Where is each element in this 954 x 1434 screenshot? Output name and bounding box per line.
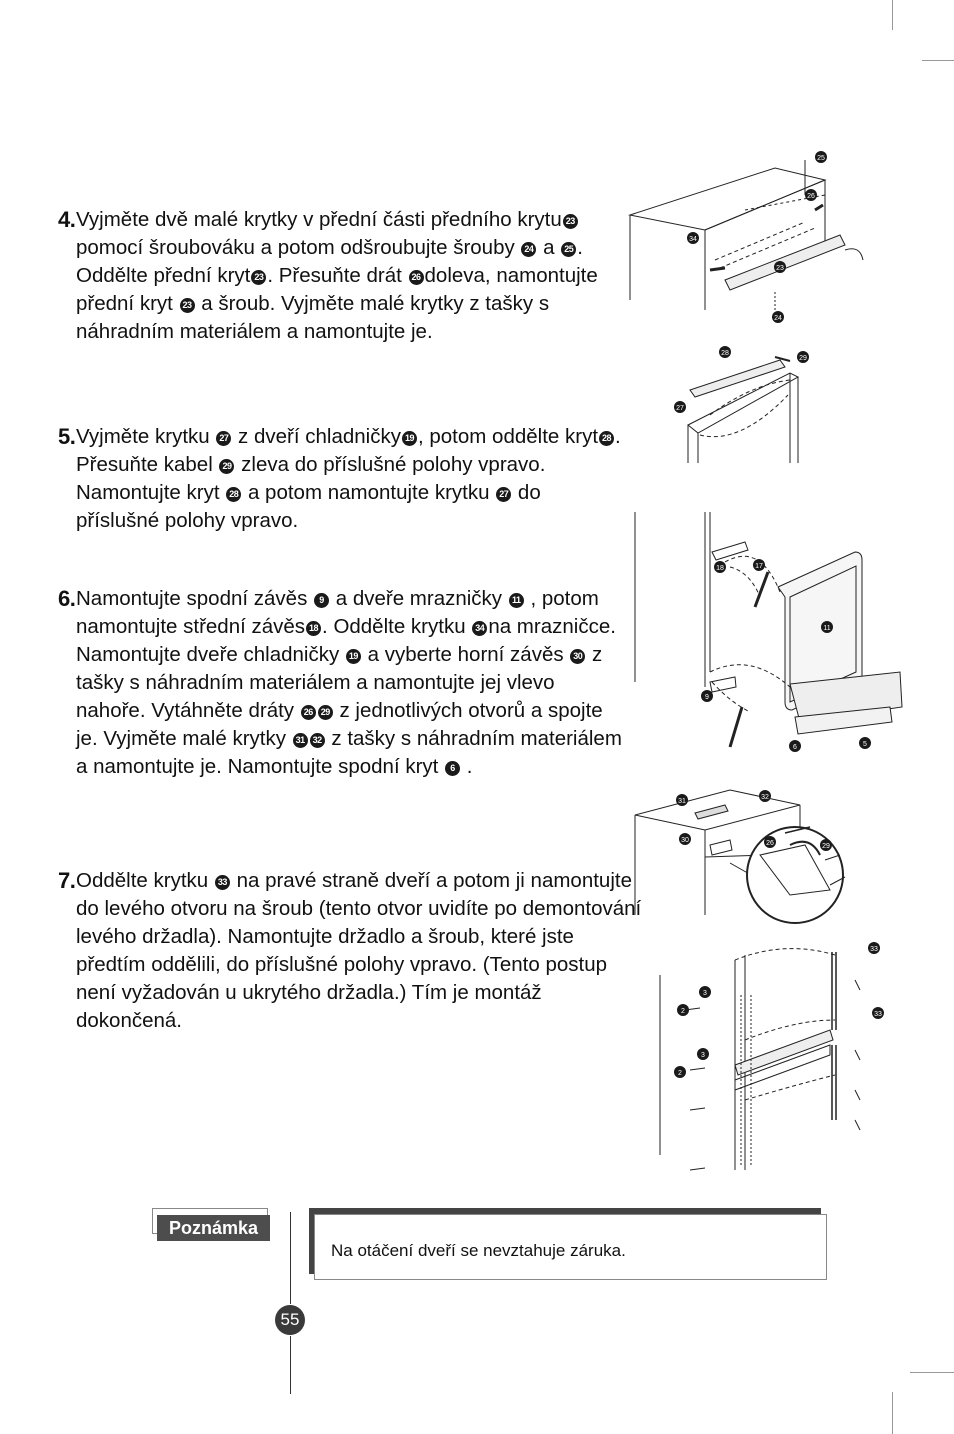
- callout-23: [774, 261, 786, 273]
- callout-label: 11: [823, 625, 831, 632]
- callout-label: 2: [678, 1070, 682, 1077]
- callout-26: [805, 189, 817, 201]
- note-label-text: Poznámka: [157, 1215, 270, 1241]
- step-text-segment: Vyjměte krytku: [76, 425, 216, 448]
- ref-number-icon: 28: [226, 487, 241, 502]
- callout-3: [699, 986, 711, 998]
- callout-label: 5: [863, 741, 867, 748]
- callout-label: 28: [721, 350, 729, 357]
- note-box: [309, 1208, 827, 1280]
- note-text: Na otáčení dveří se nevztahuje záruka.: [331, 1241, 626, 1260]
- ref-number-icon: 29: [318, 705, 333, 720]
- ref-number-icon: 11: [509, 593, 524, 608]
- step-text-segment: , potom namontujte střední závěs: [76, 587, 599, 638]
- step-text-segment: na mrazničce. Namontujte dveře chladničky: [76, 615, 616, 666]
- callout-2: [674, 1066, 686, 1078]
- callout-34: [687, 232, 699, 244]
- callout-label: 24: [774, 315, 782, 322]
- callout-28: [719, 346, 731, 358]
- step-text-segment: doleva, namontujte přední kryt: [76, 264, 598, 315]
- callout-label: 31: [678, 798, 686, 805]
- ref-number-icon: 19: [346, 649, 361, 664]
- step-number: 6.: [58, 586, 76, 611]
- step-number: 5.: [58, 424, 76, 449]
- ref-number-icon: 6: [445, 761, 460, 776]
- ref-number-icon: 27: [216, 431, 231, 446]
- step-5: [58, 423, 628, 535]
- callout-label: 9: [705, 694, 709, 701]
- callout-label: 32: [761, 794, 769, 801]
- step-text-segment: z tašky s náhradním materiálem a namontujte je. Namontujte spodní kryt: [76, 727, 622, 778]
- page-number: 55: [275, 1305, 305, 1335]
- step-text-segment: . Oddělte krytku: [322, 615, 472, 638]
- step-text-segment: z dveří chladničky: [232, 425, 401, 448]
- callout-label: 29: [822, 843, 830, 850]
- ref-number-icon: 28: [599, 431, 614, 446]
- ref-number-icon: 23: [180, 298, 195, 313]
- callout-3: [697, 1048, 709, 1060]
- callout-29: [797, 351, 809, 363]
- step-text-segment: . Přesuňte drát: [267, 264, 408, 287]
- callout-18: [714, 561, 726, 573]
- figure-step-7-handles: [655, 940, 890, 1180]
- step-text-segment: . Přesuňte kabel: [76, 425, 621, 476]
- figure-step-7-hinge: [630, 785, 855, 925]
- step-text-segment: pomocí šroubováku a potom odšroubujte šrouby: [76, 236, 521, 259]
- step-text-segment: . Oddělte přední kryt: [76, 236, 583, 287]
- step-text: [76, 867, 648, 1035]
- step-text-segment: z jednotlivých otvorů a spojte je. Vyjměte malé krytky: [76, 699, 603, 750]
- callout-label: 18: [716, 565, 724, 572]
- callout-label: 17: [755, 563, 763, 570]
- step-text-segment: a vyberte horní závěs: [361, 643, 570, 666]
- step-text-segment: a šroub. Vyjměte malé krytky z tašky s náhradním materiálem a namontujte je.: [76, 292, 550, 343]
- ref-number-icon: 18: [306, 621, 321, 636]
- callout-9: [701, 690, 713, 702]
- callout-label: 29: [799, 355, 807, 362]
- ref-number-icon: 9: [314, 593, 329, 608]
- step-text-segment: a: [537, 236, 561, 259]
- callout-6: [789, 740, 801, 752]
- callout-32: [759, 790, 771, 802]
- callout-2: [677, 1004, 689, 1016]
- figure-step-5: [670, 335, 830, 467]
- callout-31: [676, 794, 688, 806]
- step-text-segment: .: [461, 755, 473, 778]
- step-4: [58, 206, 628, 346]
- callout-33: [868, 942, 880, 954]
- step-7: [58, 867, 648, 1035]
- callout-label: 26: [807, 193, 815, 200]
- crop-mark-top-vertical: [892, 0, 893, 30]
- callout-24: [772, 311, 784, 323]
- callout-label: 33: [874, 1011, 882, 1018]
- callout-label: 2: [681, 1008, 685, 1015]
- ref-number-icon: 25: [561, 242, 576, 257]
- callout-5: [859, 737, 871, 749]
- callout-25: [815, 151, 827, 163]
- figure-step-4: [625, 150, 865, 325]
- step-text: [76, 206, 628, 346]
- ref-number-icon: 33: [215, 875, 230, 890]
- ref-number-icon: 31: [293, 733, 308, 748]
- step-text-segment: a dveře mrazničky: [330, 587, 508, 610]
- step-text-segment: Vyjměte dvě malé krytky v přední části předního krytu: [76, 208, 562, 231]
- ref-number-icon: 19: [402, 431, 417, 446]
- callout-label: 33: [870, 946, 878, 953]
- crop-mark-bottom-vertical: [892, 1392, 893, 1434]
- step-text-segment: Namontujte spodní závěs: [76, 587, 314, 610]
- step-text-segment: Oddělte krytku: [76, 869, 214, 892]
- callout-label: 30: [681, 837, 689, 844]
- step-text-segment: z tašky s náhradním materiálem a namontujte jej vlevo nahoře. Vytáhněte dráty: [76, 643, 603, 722]
- callout-26: [764, 836, 776, 848]
- callout-label: 6: [793, 744, 797, 751]
- ref-number-icon: 34: [472, 621, 487, 636]
- ref-number-icon: 27: [496, 487, 511, 502]
- figure-step-6: [630, 512, 915, 752]
- step-number: 7.: [58, 868, 76, 893]
- step-text-segment: na pravé straně dveří a potom ji namontujte do levého otvoru na šroub (tento otvor uvidíte po demontování levého držadla). Namontujte držadlo a šroub, které jste předtím oddělili, do příslušné polohy vpravo. (Tento postup není vyžadován u ukrytého držadla.) Tím je montáž dokončená.: [76, 869, 642, 1032]
- ref-number-icon: 23: [563, 214, 578, 229]
- step-number: 4.: [58, 207, 76, 232]
- divider-line-top: [290, 1212, 291, 1304]
- step-text: [76, 423, 628, 535]
- divider-line-bottom: [290, 1336, 291, 1394]
- step-text-segment: do příslušné polohy vpravo.: [76, 481, 541, 532]
- callout-label: 3: [701, 1052, 705, 1059]
- callout-11: [821, 621, 833, 633]
- step-text-segment: zleva do příslušné polohy vpravo. Namontujte kryt: [76, 453, 546, 504]
- crop-mark-bottom-horizontal: [910, 1372, 954, 1373]
- ref-number-icon: 26: [301, 705, 316, 720]
- ref-number-icon: 23: [251, 270, 266, 285]
- ref-number-icon: 32: [310, 733, 325, 748]
- ref-number-icon: 29: [219, 459, 234, 474]
- callout-label: 25: [817, 155, 825, 162]
- note-box-frame: [314, 1214, 827, 1280]
- callout-label: 3: [703, 990, 707, 997]
- callout-33: [872, 1007, 884, 1019]
- step-text-segment: a potom namontujte krytku: [242, 481, 496, 504]
- ref-number-icon: 26: [409, 270, 424, 285]
- callout-label: 27: [676, 405, 684, 412]
- callout-label: 23: [776, 265, 784, 272]
- callout-30: [679, 833, 691, 845]
- callout-label: 26: [766, 840, 774, 847]
- ref-number-icon: 24: [521, 242, 536, 257]
- ref-number-icon: 30: [570, 649, 585, 664]
- callout-label: 34: [689, 236, 697, 243]
- callout-group: [687, 151, 827, 323]
- step-6: [58, 585, 628, 781]
- note-label: [152, 1208, 270, 1240]
- callout-27: [674, 401, 686, 413]
- step-text-segment: , potom oddělte kryt: [417, 425, 599, 448]
- callout-29: [820, 839, 832, 851]
- crop-mark-top-horizontal: [922, 60, 954, 61]
- step-text: [76, 585, 628, 781]
- callout-17: [753, 559, 765, 571]
